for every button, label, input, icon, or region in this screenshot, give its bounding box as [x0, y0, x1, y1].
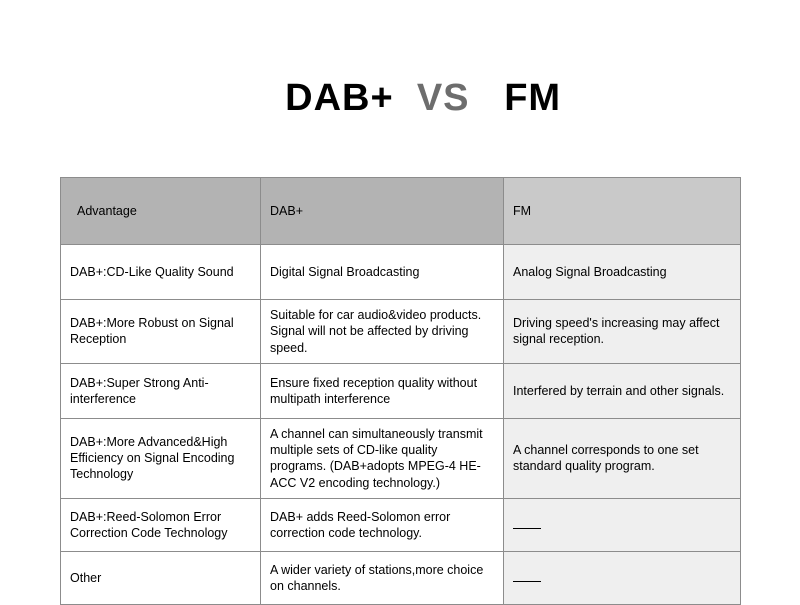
table-header-row — [61, 178, 741, 245]
cell-fm: A channel corresponds to one set standard quality program. — [504, 418, 741, 498]
title-left: DAB+ — [285, 77, 394, 119]
comparison-table-wrapper — [60, 177, 740, 605]
cell-advantage: DAB+:Super Strong Anti-interference — [61, 363, 261, 418]
comparison-table — [60, 177, 741, 605]
table-row — [61, 245, 741, 300]
title-right: FM — [504, 77, 562, 119]
table-row — [61, 551, 741, 604]
cell-dab: DAB+ adds Reed-Solomon error correction code technology. — [261, 498, 504, 551]
column-header-dab: DAB+ — [261, 178, 504, 245]
cell-advantage: DAB+:More Robust on Signal Reception — [61, 300, 261, 364]
cell-dab: Digital Signal Broadcasting — [261, 245, 504, 300]
page-title — [0, 0, 800, 177]
table-row — [61, 300, 741, 364]
column-header-fm: FM — [504, 178, 741, 245]
title-middle: VS — [416, 77, 470, 119]
cell-dab: Ensure fixed reception quality without multipath interference — [261, 363, 504, 418]
cell-dab: A wider variety of stations,more choice on channels. — [261, 551, 504, 604]
table-row — [61, 418, 741, 498]
cell-advantage: Other — [61, 551, 261, 604]
cell-advantage: DAB+:More Advanced&High Efficiency on Signal Encoding Technology — [61, 418, 261, 498]
cell-dab: A channel can simultaneously transmit multiple sets of CD-like quality programs. (DAB+adopts MPEG-4 HE-ACC V2 encoding technology.) — [261, 418, 504, 498]
cell-dab: Suitable for car audio&video products. Signal will not be affected by driving speed. — [261, 300, 504, 364]
cell-fm — [504, 551, 741, 604]
table-body — [61, 245, 741, 605]
table-row — [61, 498, 741, 551]
empty-dash-icon — [513, 572, 541, 582]
table-header — [61, 178, 741, 245]
cell-advantage: DAB+:Reed-Solomon Error Correction Code Technology — [61, 498, 261, 551]
cell-advantage: DAB+:CD-Like Quality Sound — [61, 245, 261, 300]
empty-dash-icon — [513, 519, 541, 529]
cell-fm — [504, 498, 741, 551]
cell-fm: Analog Signal Broadcasting — [504, 245, 741, 300]
column-header-advantage: Advantage — [61, 178, 261, 245]
cell-fm: Interfered by terrain and other signals. — [504, 363, 741, 418]
table-row — [61, 363, 741, 418]
cell-fm: Driving speed's increasing may affect signal reception. — [504, 300, 741, 364]
